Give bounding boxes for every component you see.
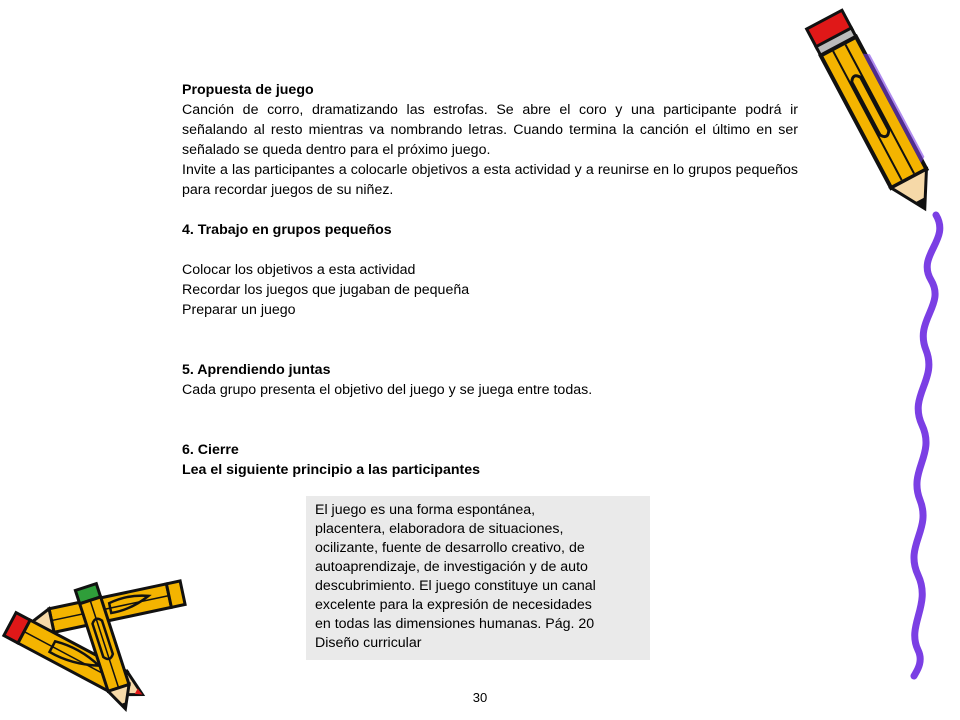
list-item: Colocar los objetivos a esta actividad (182, 262, 416, 278)
section-heading-cierre: 6. Cierre (182, 442, 239, 458)
cierre-instruction: Lea el siguiente principio a las participantes (182, 462, 481, 478)
paragraph-propuesta-1: Canción de corro, dramatizando las estrofas. Se abre el coro y una participante podrá ir señalando al resto mientras va nombrando letras. Cuando termina la canción el último en ser señalado se queda dentro para el próximo juego. (182, 102, 798, 158)
squiggle-line-icon (896, 210, 960, 680)
quote-line: descubrimiento. El juego constituye un canal (315, 578, 596, 594)
list-item: Recordar los juegos que jugaban de pequeña (182, 282, 470, 298)
quote-box (306, 496, 650, 660)
section-heading-propuesta: Propuesta de juego (182, 82, 314, 98)
quote-line: excelente para la expresión de necesidades (315, 597, 592, 613)
section-heading-aprendiendo: 5. Aprendiendo juntas (182, 362, 331, 378)
quote-line: autoaprendizaje, de investigación y de auto (315, 559, 588, 575)
section-heading-trabajo: 4. Trabajo en grupos pequeños (182, 222, 392, 238)
list-item: Preparar un juego (182, 302, 296, 318)
quote-line: ocilizante, fuente de desarrollo creativo, de (315, 540, 585, 556)
page-number: 30 (472, 690, 488, 705)
quote-line: en todas las dimensiones humanas. Pág. 20 (315, 616, 595, 632)
paragraph-propuesta-2: Invite a las participantes a colocarle objetivos a esta actividad y a reunirse en lo grupos pequeños para recordar juegos de su niñez. (182, 162, 798, 198)
quote-line: Diseño curricular (315, 635, 422, 651)
main-content (182, 80, 798, 480)
quote-line: placentera, elaboradora de situaciones, (315, 521, 564, 537)
pencil-icon (800, 0, 950, 230)
quote-line: El juego es una forma espontánea, (315, 502, 536, 518)
paragraph-aprendiendo: Cada grupo presenta el objetivo del juego y se juega entre todas. (182, 382, 593, 398)
